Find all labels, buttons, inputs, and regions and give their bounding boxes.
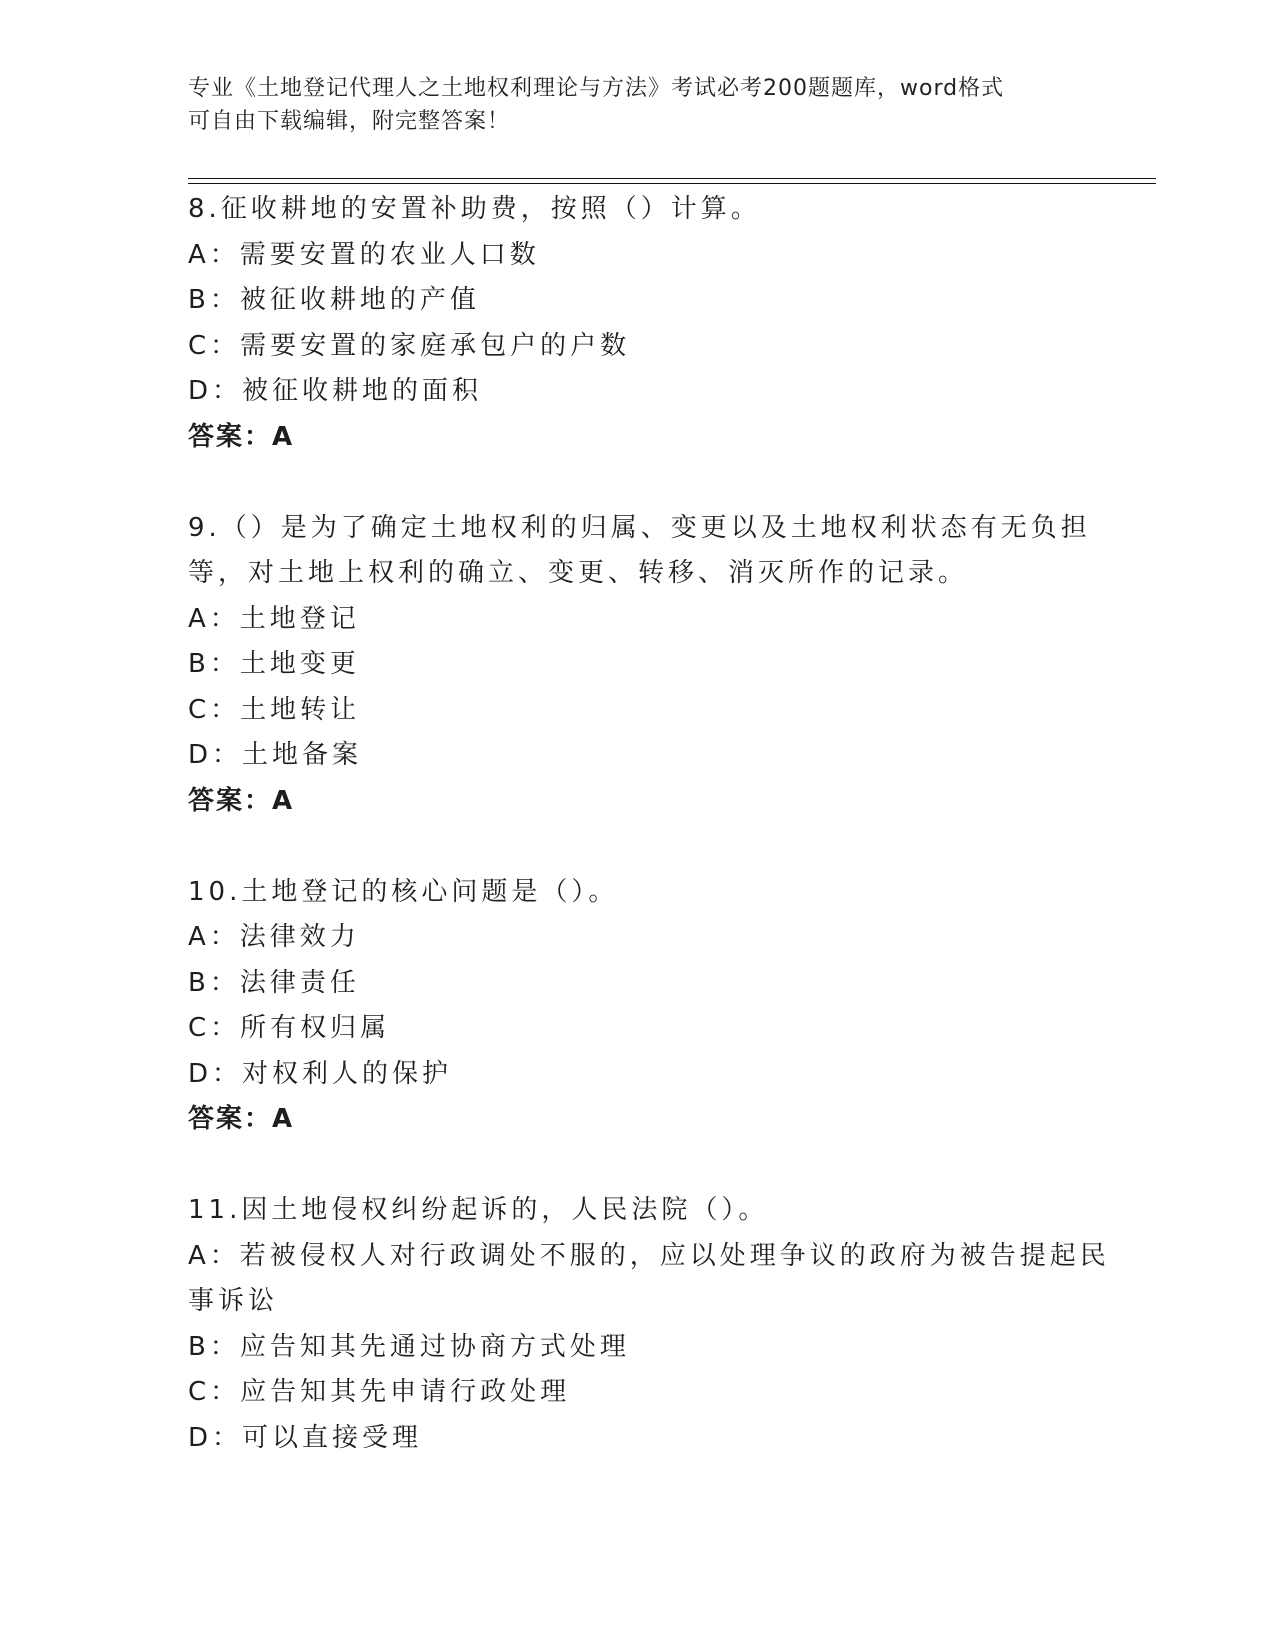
answer-key: 答案：A xyxy=(188,785,295,816)
answer-option: A：法律效力 xyxy=(188,922,360,952)
question-block xyxy=(188,870,1088,1143)
answer-option: C：应告知其先申请行政处理 xyxy=(188,1377,571,1407)
answer-option: D：对权利人的保护 xyxy=(188,1058,453,1089)
question-block xyxy=(188,187,1088,460)
answer-option: B：应告知其先通过协商方式处理 xyxy=(188,1331,630,1362)
answer-option: D：被征收耕地的面积 xyxy=(188,376,483,406)
answer-option: D：可以直接受理 xyxy=(188,1422,423,1453)
document-header xyxy=(188,72,1068,138)
answer-key: 答案：A xyxy=(188,421,295,452)
answer-key: 答案：A xyxy=(188,1104,295,1134)
question-stem: 11.因土地侵权纠纷起诉的，人民法院（）。 xyxy=(188,1195,769,1225)
header-rule-top xyxy=(188,178,1156,179)
header-rule-bottom xyxy=(188,183,1156,184)
answer-option: B：土地变更 xyxy=(188,649,360,679)
answer-option: A：若被侵权人对行政调处不服的，应以处理争议的政府为被告提起民 xyxy=(188,1240,1110,1271)
answer-option: C：所有权归属 xyxy=(188,1013,391,1043)
question-stem: 8.征收耕地的安置补助费，按照（）计算。 xyxy=(188,194,761,224)
header-line-1: 专业《土地登记代理人之土地权利理论与方法》考试必考200题题库，word格式 xyxy=(188,76,1005,101)
question-block xyxy=(188,506,1091,825)
question-stem: 等，对土地上权利的确立、变更、转移、消灭所作的记录。 xyxy=(188,558,969,588)
question-stem: 10.土地登记的核心问题是（）。 xyxy=(188,876,619,907)
answer-option: B：法律责任 xyxy=(188,967,360,998)
answer-option: C：需要安置的家庭承包户的户数 xyxy=(188,330,631,361)
question-spacer xyxy=(188,460,1088,506)
question-block xyxy=(188,1188,1110,1461)
question-spacer xyxy=(188,824,1088,870)
header-line-2: 可自由下载编辑，附完整答案！ xyxy=(188,109,511,134)
answer-option: C：土地转让 xyxy=(188,694,361,725)
question-stem: 9.（）是为了确定土地权利的归属、变更以及土地权利状态有无负担 xyxy=(188,512,1091,543)
answer-option: D：土地备案 xyxy=(188,740,363,770)
question-spacer xyxy=(188,1143,1088,1189)
answer-option: A：需要安置的农业人口数 xyxy=(188,239,540,270)
answer-option: A：土地登记 xyxy=(188,603,360,634)
answer-option: 事诉讼 xyxy=(188,1286,279,1316)
question-list xyxy=(188,187,1110,1461)
answer-option: B：被征收耕地的产值 xyxy=(188,285,480,315)
